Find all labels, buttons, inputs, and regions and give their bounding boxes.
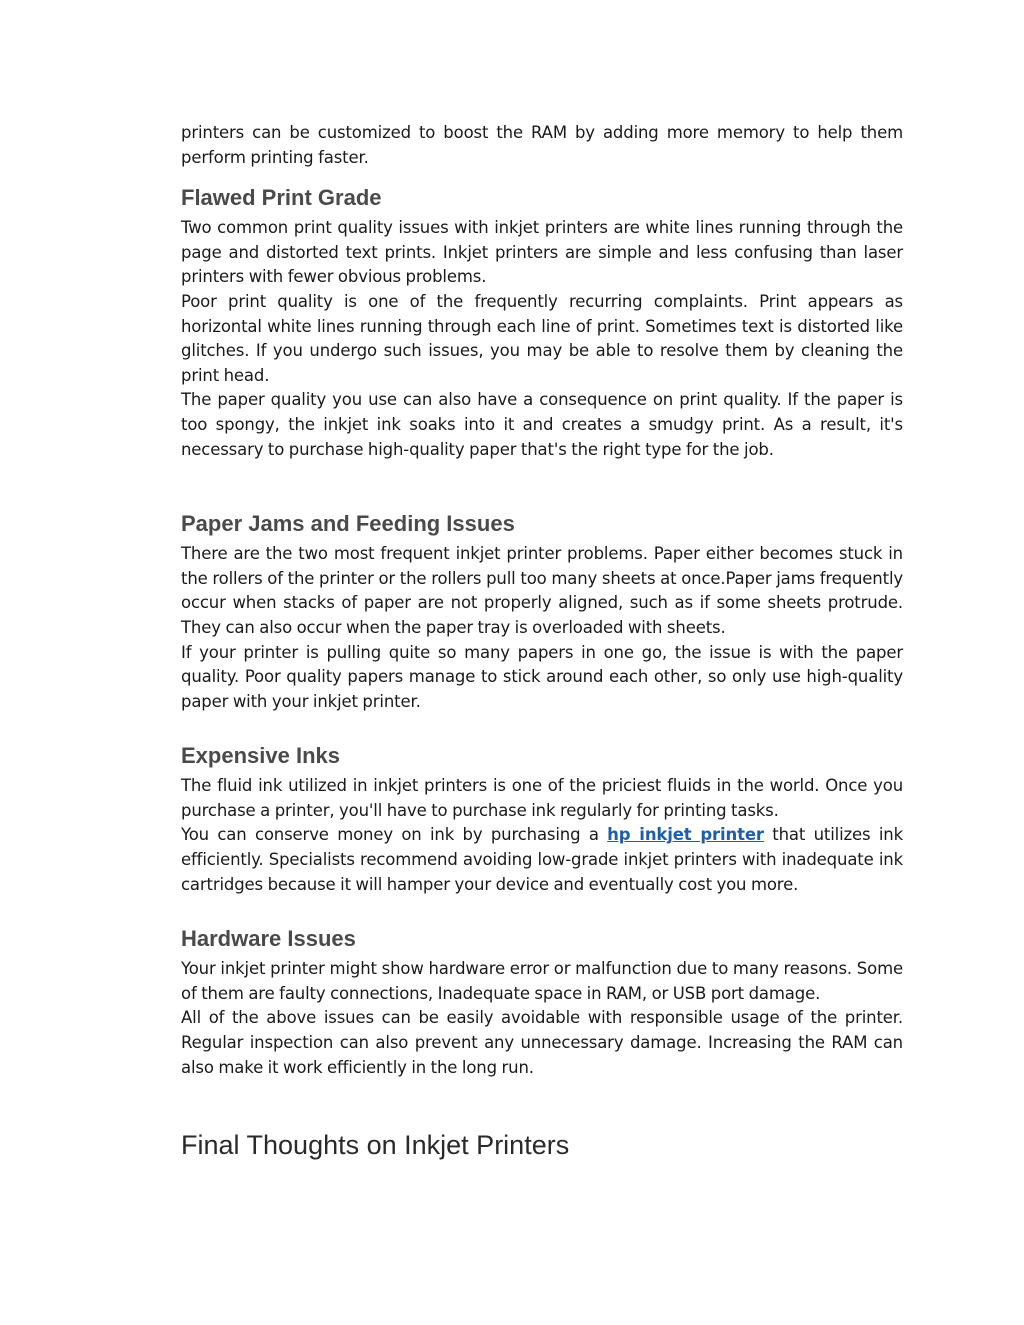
paragraph: If your printer is pulling quite so many papers in one go, the issue is with the paper quality. Poor quality papers manage to stick around each other, so only use high-quality paper with your inkjet printer. bbox=[181, 642, 903, 711]
section-heading-hardware-issues: Hardware Issues bbox=[181, 926, 356, 952]
section-heading-expensive-inks: Expensive Inks bbox=[181, 743, 340, 769]
section-heading-paper-jams: Paper Jams and Feeding Issues bbox=[181, 511, 515, 537]
document-page bbox=[181, 121, 903, 1162]
section-heading-flawed-print-grade: Flawed Print Grade bbox=[181, 185, 382, 211]
paragraph: Your inkjet printer might show hardware error or malfunction due to many reasons. Some of them are faulty connections, Inadequate space in RAM, or USB port damage. bbox=[181, 959, 903, 1003]
paragraph: Poor print quality is one of the frequently recurring complaints. Print appears as horizontal white lines running through each line of print. Sometimes text is distorted like glitches. If you undergo such issues, you may be able to resolve them by cleaning the print head. bbox=[181, 291, 903, 385]
link-paragraph-after: that utilizes ink efficiently. Specialists recommend avoiding low-grade inkjet printers with inadequate ink cartridges because it will hamper your device and eventually cost you more. bbox=[181, 825, 904, 894]
link-paragraph-before: You can conserve money on ink by purchasing a bbox=[181, 825, 608, 845]
intro-paragraph: printers can be customized to boost the RAM by adding more memory to help them perform printing faster. bbox=[181, 123, 903, 167]
hp-inkjet-printer-link[interactable]: hp inkjet printer bbox=[607, 825, 764, 845]
paragraph: All of the above issues can be easily avoidable with responsible usage of the printer. Regular inspection can also prevent any unnecessary damage. Increasing the RAM can also make it work efficiently in the long run. bbox=[181, 1008, 903, 1077]
paragraph: The fluid ink utilized in inkjet printers is one of the priciest fluids in the world. Once you purchase a printer, you'll have to purchase ink regularly for printing tasks. bbox=[181, 776, 903, 820]
final-thoughts-heading: Final Thoughts on Inkjet Printers bbox=[181, 1130, 570, 1161]
paragraph: Two common print quality issues with inkjet printers are white lines running through the page and distorted text prints. Inkjet printers are simple and less confusing than laser printers with fewer obvious problems. bbox=[181, 218, 903, 287]
link-paragraph bbox=[181, 823, 903, 897]
paragraph: The paper quality you use can also have a consequence on print quality. If the paper is too spongy, the inkjet ink soaks into it and creates a smudgy print. As a result, it's necessary to purchase high-quality paper that's the right type for the job. bbox=[181, 390, 903, 459]
paragraph: There are the two most frequent inkjet printer problems. Paper either becomes stuck in the rollers of the printer or the rollers pull too many sheets at once.Paper jams frequently occur when stacks of paper are not properly aligned, such as if some sheets protrude. They can also occur when the paper tray is overloaded with sheets. bbox=[181, 544, 903, 637]
